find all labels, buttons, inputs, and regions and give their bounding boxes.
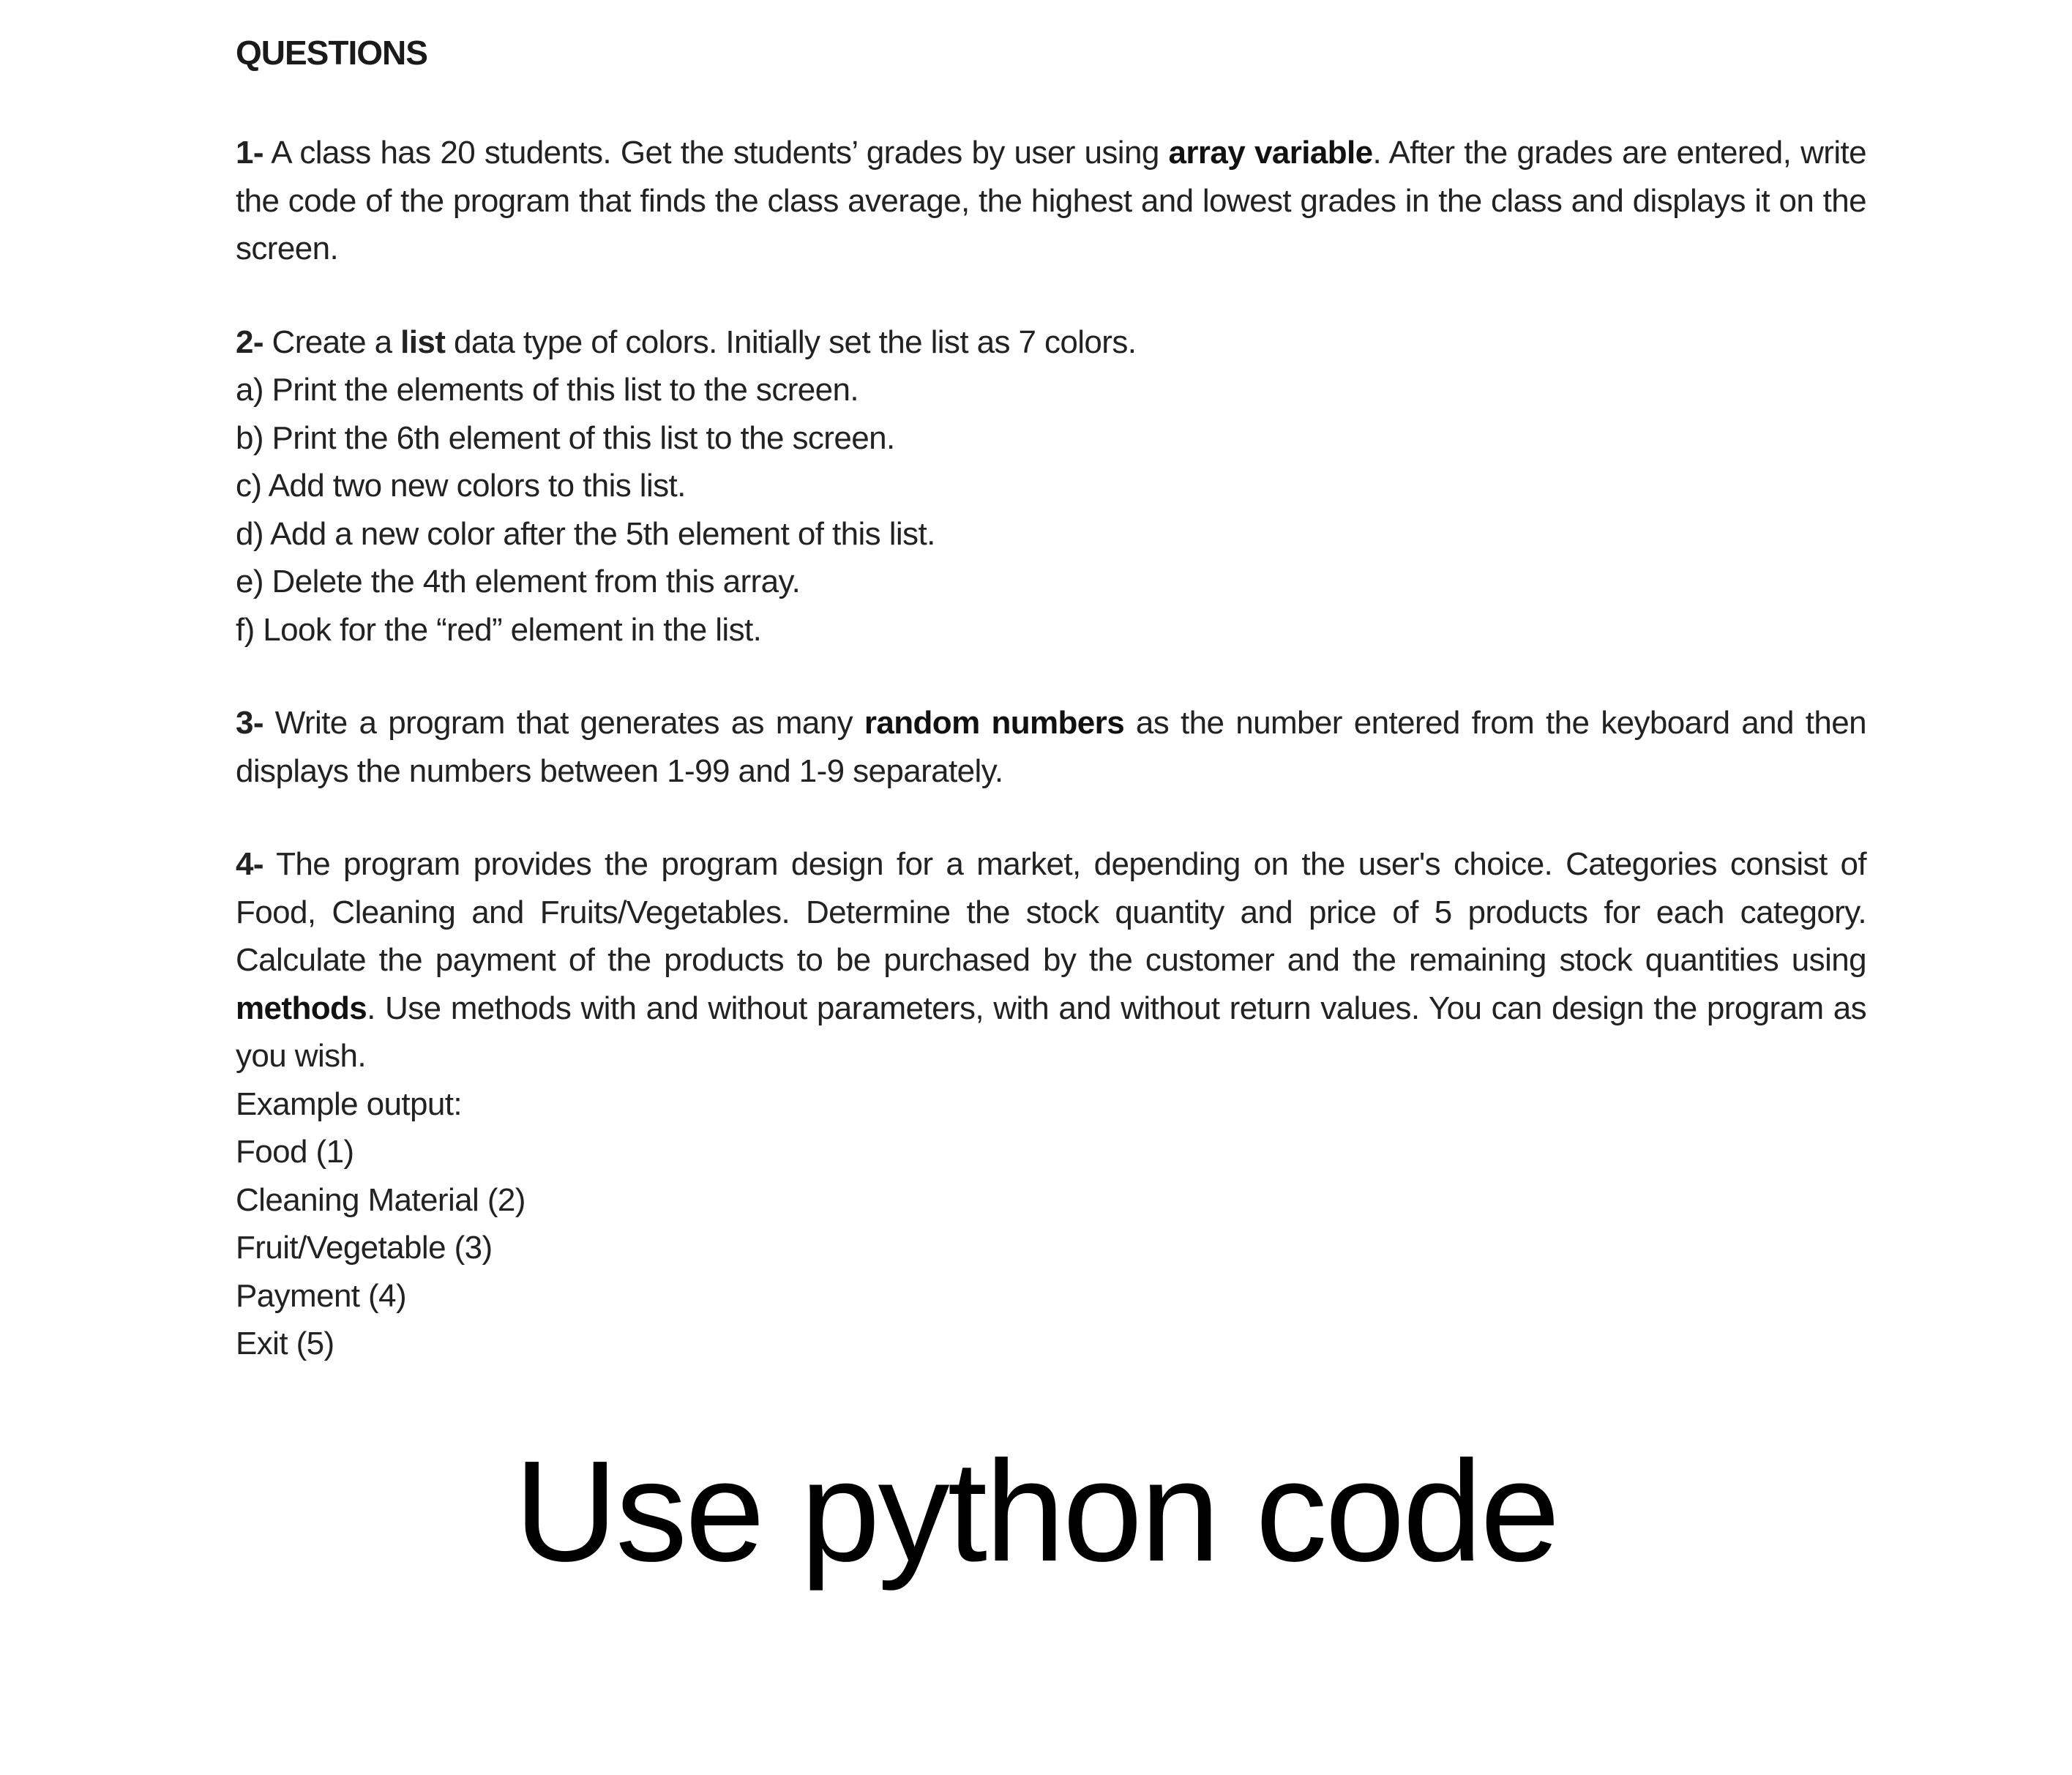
- question-2-item-a: a) Print the elements of this list to the screen.: [236, 372, 859, 408]
- menu-item-payment: Payment (4): [236, 1277, 407, 1314]
- menu-item-fruit-vegetable: Fruit/Vegetable (3): [236, 1230, 493, 1266]
- question-3: [236, 699, 1866, 795]
- question-3-text: [236, 699, 1866, 795]
- question-1: [236, 129, 1866, 273]
- question-2-item-f: f) Look for the “red” element in the list.: [236, 611, 762, 648]
- question-4-keyword: methods: [236, 990, 367, 1026]
- question-1-number: 1-: [236, 135, 263, 171]
- menu-item-food: Food (1): [236, 1134, 354, 1170]
- menu-item-exit: Exit (5): [236, 1326, 334, 1361]
- question-2-text: [236, 318, 1866, 367]
- question-3-text-end: as the number entered from the keyboard and then displays the numbers between 1-99 and 1-9 separately.: [236, 705, 1866, 789]
- question-4-number: 4-: [236, 846, 263, 882]
- question-2-text-start: Create a: [263, 324, 401, 360]
- question-4-text: [236, 840, 1866, 1080]
- question-3-number: 3-: [236, 705, 263, 741]
- question-3-text-start: Write a program that generates as many: [263, 705, 864, 741]
- page-title: QUESTIONS: [236, 34, 427, 72]
- question-2-item-c: c) Add two new colors to this list.: [236, 468, 686, 504]
- question-1-text-start: A class has 20 students. Get the students’ grades by user using: [263, 135, 1169, 171]
- question-3-keyword: random numbers: [864, 705, 1125, 741]
- question-2-text-end: data type of colors. Initially set the list as 7 colors.: [445, 324, 1137, 360]
- questions-document: [236, 29, 1866, 1413]
- question-4: [236, 840, 1866, 1368]
- question-1-text: [236, 129, 1866, 273]
- question-1-keyword: array variable: [1168, 135, 1373, 171]
- question-2-keyword: list: [400, 324, 446, 360]
- question-2-item-d: d) Add a new color after the 5th element of this list.: [236, 515, 935, 552]
- question-2-item-b: b) Print the 6th element of this list to the screen.: [236, 419, 895, 456]
- menu-item-cleaning-material: Cleaning Material (2): [236, 1181, 526, 1218]
- question-4-text-end: . Use methods with and without parameters, with and without return values. You can design the program as you wish.: [236, 990, 1866, 1074]
- question-2: [236, 318, 1866, 654]
- example-output-label: Example output:: [236, 1085, 462, 1122]
- question-2-number: 2-: [236, 324, 263, 360]
- question-2-item-e: e) Delete the 4th element from this array.: [236, 564, 801, 599]
- question-1-text-end: . After the grades are entered, write the code of the program that finds the class average, the highest and lowest grades in the class and displays it on the screen.: [236, 135, 1866, 266]
- footer-note: Use python code: [514, 1431, 1558, 1591]
- question-4-text-start: The program provides the program design for a market, depending on the user's choice. Categories consist of Food, Cleaning and Fruits/Vegetables. Determine the stock quantity and price of 5 products for each category. Calculate the payment of the products to be purchased by the customer and the remaining stock quantities using: [236, 846, 1866, 978]
